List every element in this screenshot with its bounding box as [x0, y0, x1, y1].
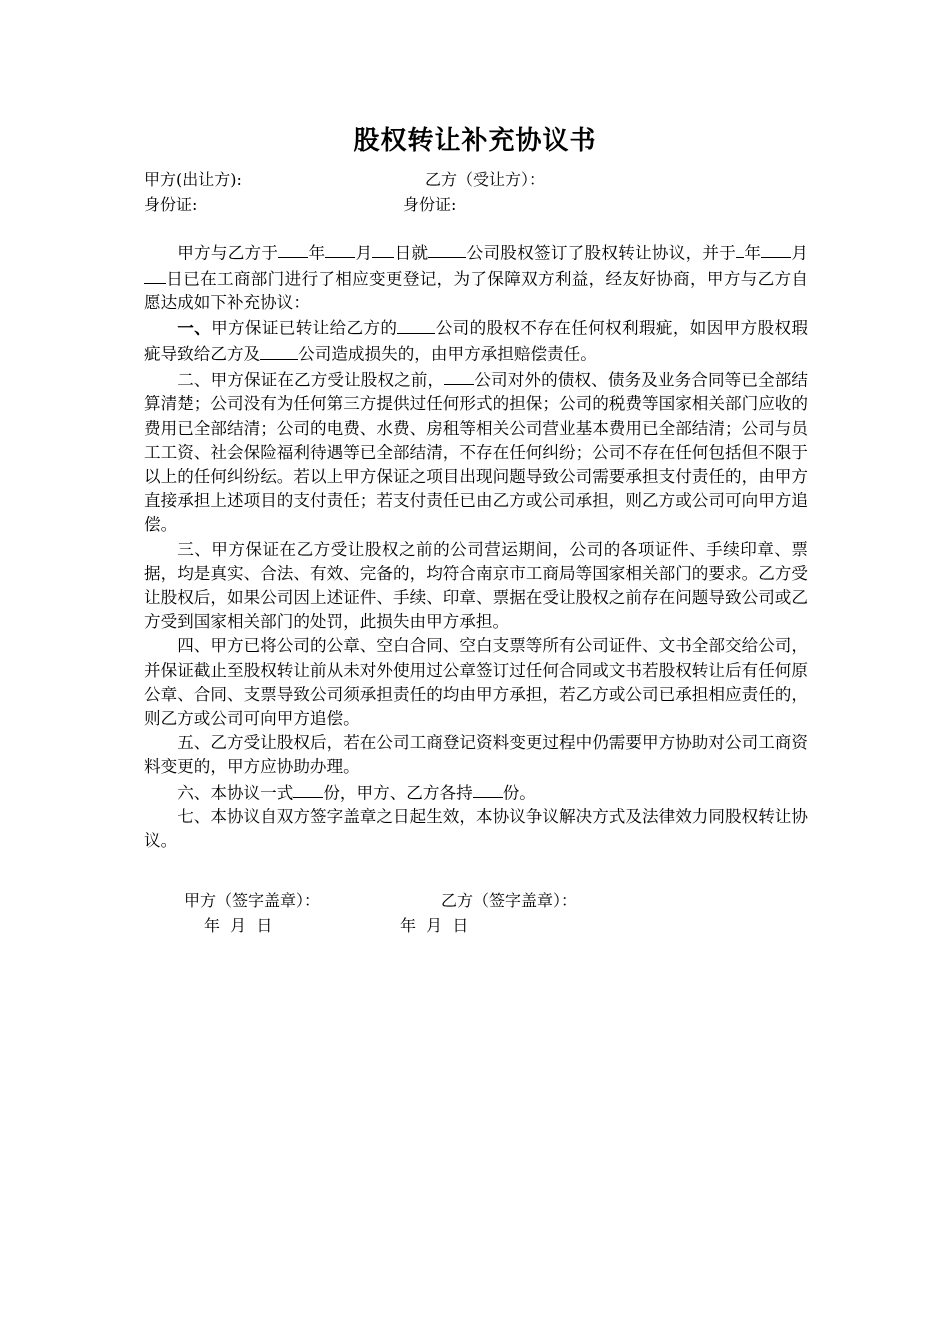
- party-b-date: 年 月 日: [400, 916, 469, 935]
- blank-line: [397, 315, 435, 333]
- clause-2: 二、甲方保证在乙方受让股权之前， 公司对外的债权、债务及业务合同等已全部结算清楚；公司没有为任何第三方提供过任何形式的担保；公司的税费等国家相关部门应收的费用已全部结清；公司的电费、水费、房租等相关公司营业基本费用已全部结清；公司与员工工资、社会保险福利待遇等已全部结清，不存在任何纠纷；公司不存在任何包括但不限于以上的任何纠纷纭。若以上甲方保证之项目出现问题导致公司需要承担支付责任的，由甲方直接承担上述项目的支付责任；若支付责任已由乙方或公司承担，则乙方或公司可向甲方追偿。: [144, 367, 808, 538]
- party-b-signature-label: 乙方（签字盖章）：: [441, 891, 578, 910]
- intro-paragraph: 甲方与乙方于 年 月 日就 公司股权签订了股权转让协议，并于 年 月日已在工商部门进行了相应变更登记，为了保障双方利益，经友好协商，甲方与乙方自愿达成如下补充协议：: [144, 240, 808, 315]
- clause-3: 三、甲方保证在乙方受让股权之前的公司营运期间，公司的各项证件、手续印章、票据，均是真实、合法、有效、完备的，均符合南京市工商局等国家相关部门的要求。乙方受让股权后，如果公司因上述证件、手续、印章、票据在受让股权之前存在问题导致公司或乙方受到国家相关部门的处罚，此损失由甲方承担。: [144, 539, 808, 632]
- clause-1: 一、甲方保证已转让给乙方的 公司的股权不存在任何权利瑕疵，如因甲方股权瑕疵导致给乙方及 公司造成损失的，由甲方承担赔偿责任。: [144, 315, 808, 366]
- blank-line: [325, 240, 355, 258]
- clause-5: 五、乙方受让股权后，若在公司工商登记资料变更过程中仍需要甲方协助对公司工商资料变更的，甲方应协助办理。: [144, 733, 808, 777]
- blank-line: [372, 240, 394, 258]
- clause-7: 七、本协议自双方签字盖章之日起生效，本协议争议解决方式及法律效力同股权转让协议。: [144, 807, 808, 851]
- party-a-signature-label: 甲方（签字盖章）：: [184, 891, 321, 910]
- clause-6: 六、本协议一式 份，甲方、乙方各持 份。: [144, 780, 808, 806]
- party-b-label: 乙方（受让方）：: [425, 170, 546, 189]
- blank-line: [293, 780, 323, 798]
- blank-line: [278, 240, 308, 258]
- party-a-date: 年 月 日: [204, 916, 273, 935]
- blank-line: [736, 240, 744, 258]
- agreement-body: [144, 240, 808, 854]
- blank-line: [428, 240, 466, 258]
- party-b-id-label: 身份证:: [403, 195, 457, 214]
- party-a-label: 甲方(出让方):: [144, 170, 242, 189]
- blank-line: [144, 266, 166, 284]
- blank-line: [444, 367, 474, 385]
- clause-4: 四、甲方已将公司的公章、空白合同、空白支票等所有公司证件、文书全部交给公司，并保证截止至股权转让前从未对外使用过公章签订过任何合同或文书若股权转让后有任何原公章、合同、支票导致公司须承担责任的均由甲方承担，若乙方或公司已承担相应责任的，则乙方或公司可向甲方追偿。: [144, 636, 808, 728]
- document-title: 股权转让补充协议书: [353, 126, 597, 156]
- party-a-id-label: 身份证:: [144, 195, 198, 214]
- blank-line: [473, 780, 503, 798]
- blank-line: [260, 341, 298, 359]
- blank-line: [761, 240, 791, 258]
